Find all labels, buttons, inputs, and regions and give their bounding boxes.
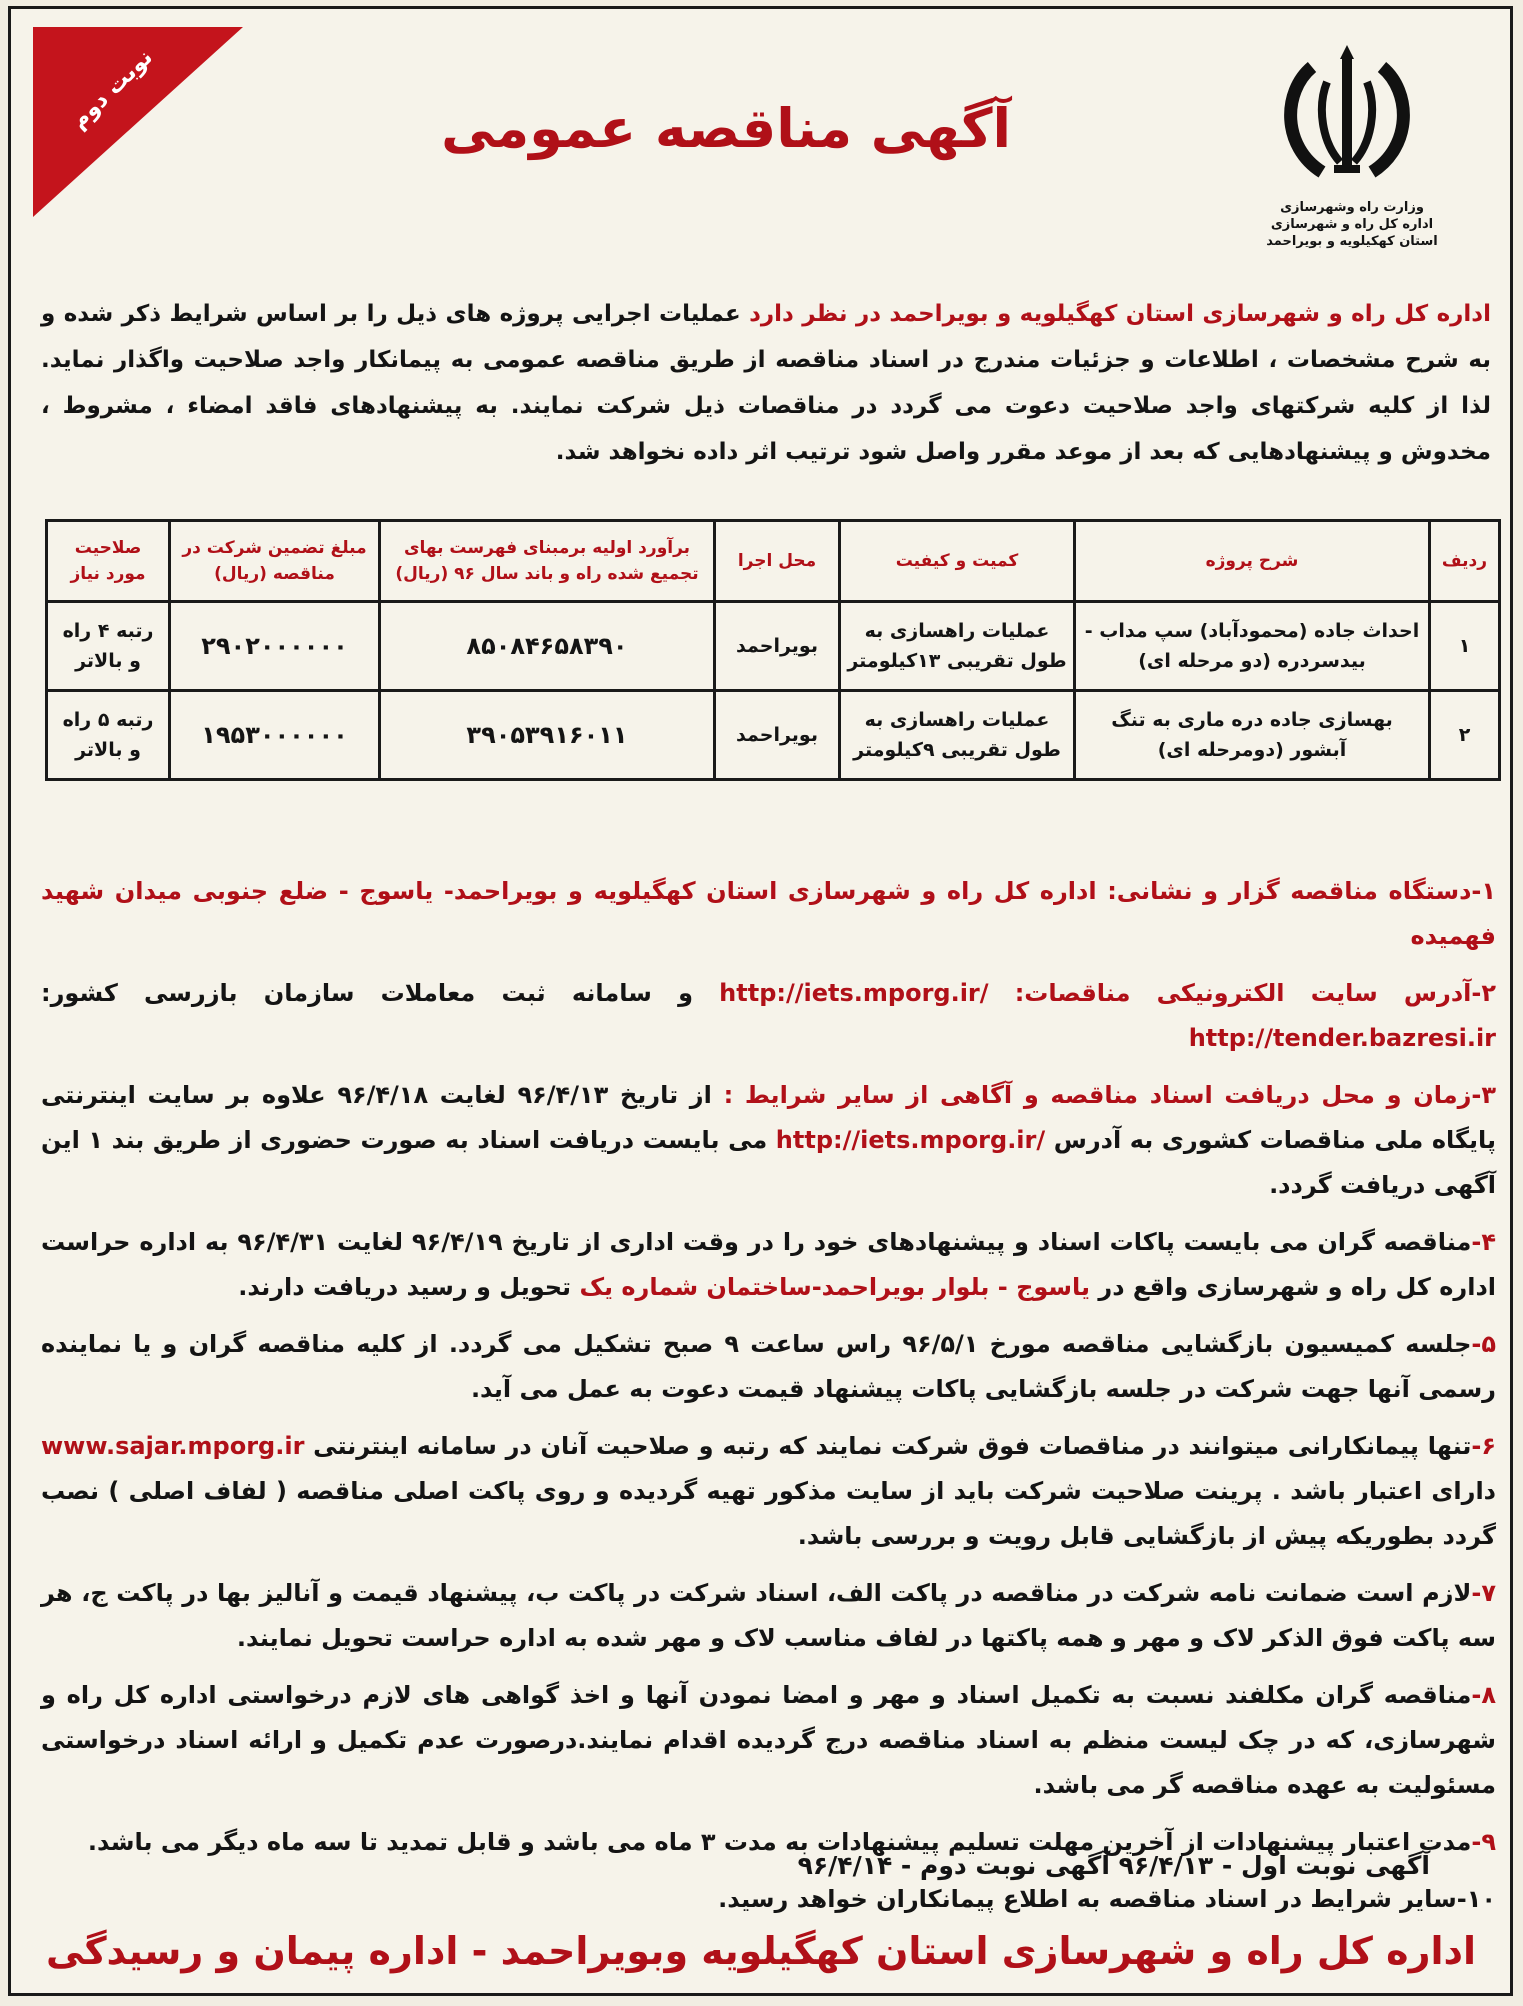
iran-emblem-icon — [1272, 37, 1422, 187]
col-quantity-quality: کمیت و کیفیت — [840, 521, 1075, 602]
ministry-line: استان کهکیلویه و بویراحمد — [1266, 234, 1438, 249]
cell-location: بویراحمد — [715, 691, 840, 780]
table-row — [47, 691, 1500, 780]
condition-3 — [41, 1073, 1496, 1208]
iets-link[interactable]: http://iets.mporg.ir/ — [719, 979, 989, 1007]
cell-qualification: رتبه ۴ راه و بالاتر — [47, 602, 170, 691]
condition-2 — [41, 971, 1496, 1061]
ministry-line: اداره کل راه و شهرسازی — [1270, 217, 1434, 232]
condition-5-label: ۵- — [1471, 1330, 1497, 1358]
conditions-list — [41, 869, 1496, 1934]
ministry-caption — [1252, 199, 1452, 250]
notice-sheet — [8, 6, 1513, 1996]
condition-4 — [41, 1220, 1496, 1310]
cell-project-description: احداث جاده (محمودآباد) سپ مداب - بیدسردره (دو مرحله ای) — [1075, 602, 1430, 691]
condition-7-text: لازم است ضمانت نامه شرکت در مناقصه در پاکت الف، اسناد شرکت در پاکت ب، پیشنهاد قیمت و آنالیز بها در پاکت ج، هر سه پاکت فوق الذکر لاک و مهر و همه پاکتها در لفاف مناسب لاک و مهر شده به اداره حراست تحویل نمایند. — [41, 1579, 1496, 1652]
condition-4-text-a: مناقصه گران می بایست پاکات اسناد و پیشنهادهای خود را در وقت اداری از تاریخ ۹۶/۴/۱۹ لغایت ۹۶/۴/۳۱ به اداره حراست اداره کل راه و شهرسازی واقع در — [41, 1228, 1496, 1301]
condition-2-label: ۲-آدرس سایت الکترونیکی مناقصات: — [1014, 979, 1496, 1007]
col-project-description: شرح پروژه — [1075, 521, 1430, 602]
condition-6 — [41, 1424, 1496, 1559]
condition-10 — [41, 1877, 1496, 1922]
condition-3-label: ۳-زمان و محل دریافت اسناد مناقصه و آگاهی از سایر شرایط : — [723, 1081, 1497, 1109]
cell-quantity-quality: عملیات راهسازی به طول تقریبی ۹کیلومتر — [840, 691, 1075, 780]
condition-10-text: ۱۰-سایر شرایط در اسناد مناقصه به اطلاع پیمانکاران خواهد رسید. — [718, 1885, 1496, 1913]
cell-estimate: ۳۹۰۵۳۹۱۶۰۱۱ — [380, 691, 715, 780]
table-header-row — [47, 521, 1500, 602]
condition-6-text-b: دارای اعتبار باشد . پرینت صلاحیت شرکت باید از سایت مذکور تهیه گردیده و روی پاکت اصلی مناقصه ( لفاف اصلی ) نصب گردد بطوریکه پیش از بازگشایی قابل رویت و بررسی باشد. — [41, 1477, 1496, 1550]
condition-6-label: ۶- — [1471, 1432, 1496, 1460]
cell-location: بویراحمد — [715, 602, 840, 691]
sajar-link[interactable]: www.sajar.mporg.ir — [41, 1432, 305, 1460]
col-guarantee: مبلغ تضمین شرکت در مناقصه (ریال) — [170, 521, 380, 602]
intro-text: عملیات اجرایی پروژه های ذیل را بر اساس شرایط ذکر شده و به شرح مشخصات ، اطلاعات و جزئیات مندرج در اسناد مناقصه از طریق مناقصه عمومی به پیمانکار واجد صلاحیت واگذار نماید. لذا از کلیه شرکتهای واجد صلاحیت دعوت می گردد در مناقصات ذیل شرکت نمایند. به پیشنهادهای فاقد امضاء ، مشروط ، مخدوش و پیشنهادهایی که بعد از موعد مقرر واصل شود ترتیب اثر داده نخواهد شد. — [41, 301, 1491, 465]
ministry-line: وزارت راه وشهرسازی — [1280, 200, 1424, 215]
intro-organization: اداره کل راه و شهرسازی استان کهگیلویه و بویراحمد در نظر دارد — [749, 301, 1491, 327]
condition-3-text-a: از تاریخ ۹۶/۴/۱۳ لغایت ۹۶/۴/۱۸ علاوه بر سایت اینترنتی پایگاه ملی مناقصات کشوری به آدرس — [41, 1081, 1497, 1154]
condition-6-text-a: تنها پیمانکارانی میتوانند در مناقصات فوق شرکت نمایند که رتبه و صلاحیت آنان در سامانه اینترنتی — [313, 1432, 1472, 1460]
condition-4-address: یاسوج - بلوار بویراحمد-ساختمان شماره یک — [579, 1273, 1091, 1301]
cell-guarantee: ۲۹۰۲۰۰۰۰۰۰ — [170, 602, 380, 691]
condition-8-label: ۸- — [1471, 1681, 1496, 1709]
condition-9-text: مدت اعتبار پیشنهادات از آخرین مهلت تسلیم پیشنهادات به مدت ۳ ماه می باشد و قابل تمدید تا سه ماه دیگر می باشد. — [87, 1828, 1472, 1856]
notice-title: آگهی مناقصه عمومی — [441, 97, 1011, 160]
col-row-number: ردیف — [1430, 521, 1500, 602]
col-location: محل اجرا — [715, 521, 840, 602]
condition-2-text: و سامانه ثبت معاملات سازمان بازرسی کشور: — [41, 979, 693, 1007]
projects-table — [45, 519, 1501, 781]
col-qualification: صلاحیت مورد نیاز — [47, 521, 170, 602]
condition-1 — [41, 869, 1496, 959]
footer-organization: اداره کل راه و شهرسازی استان کهگیلویه وبویراحمد - اداره پیمان و رسیدگی — [46, 1929, 1476, 1973]
cell-estimate: ۸۵۰۸۴۶۵۸۳۹۰ — [380, 602, 715, 691]
corner-badge-text: نوبت دوم — [66, 44, 158, 135]
condition-7 — [41, 1571, 1496, 1661]
col-estimate: برآورد اولیه برمبنای فهرست بهای تجمیع شده راه و باند سال ۹۶ (ریال) — [380, 521, 715, 602]
cell-project-description: بهسازی جاده دره ماری به تنگ آبشور (دومرحله ای) — [1075, 691, 1430, 780]
condition-5-text: جلسه کمیسیون بازگشایی مناقصه مورخ ۹۶/۵/۱ راس ساعت ۹ صبح تشکیل می گردد. از کلیه مناقصه گران و یا نماینده رسمی آنها جهت شرکت در جلسه بازگشایی پاکات پیشنهاد قیمت دعوت به عمل می آید. — [41, 1330, 1496, 1403]
cell-quantity-quality: عملیات راهسازی به طول تقریبی ۱۳کیلومتر — [840, 602, 1075, 691]
condition-4-label: ۴- — [1471, 1228, 1496, 1256]
condition-3-text-b: می بایست دریافت اسناد به صورت حضوری از طریق بند ۱ این آگهی دریافت گردد. — [41, 1126, 1496, 1199]
iets-link-2[interactable]: http://iets.mporg.ir/ — [775, 1126, 1046, 1154]
condition-4-text-b: تحویل و رسید دریافت دارند. — [238, 1273, 572, 1301]
tender-bazresi-link[interactable]: http://tender.bazresi.ir — [1188, 1024, 1496, 1052]
publication-dates: آگهی نوبت اول - ۹۶/۴/۱۳ آگهی نوبت دوم - ۹۶/۴/۱۴ — [797, 1851, 1430, 1880]
table-row — [47, 602, 1500, 691]
condition-8 — [41, 1673, 1496, 1808]
cell-qualification: رتبه ۵ راه و بالاتر — [47, 691, 170, 780]
cell-guarantee: ۱۹۵۳۰۰۰۰۰۰ — [170, 691, 380, 780]
cell-row-number: ۱ — [1430, 602, 1500, 691]
intro-paragraph — [41, 291, 1491, 475]
cell-row-number: ۲ — [1430, 691, 1500, 780]
condition-7-label: ۷- — [1471, 1579, 1496, 1607]
condition-9-label: ۹- — [1471, 1828, 1496, 1856]
condition-1-text: ۱-دستگاه مناقصه گزار و نشانی: اداره کل راه و شهرسازی استان کهگیلویه و بویراحمد- یاسوج - ضلع جنوبی میدان شهید فهمیده — [41, 877, 1496, 950]
condition-5 — [41, 1322, 1496, 1412]
condition-8-text: مناقصه گران مکلفند نسبت به تکمیل اسناد و مهر و امضا نمودن آنها و اخذ گواهی های لازم درخواستی اداره کل راه و شهرسازی، که در چک لیست منظم به اسناد مناقصه درج گردیده اقدام نمایند.درصورت عدم تکمیل و ارائه اسناد درخواستی مسئولیت به عهده مناقصه گر می باشد. — [41, 1681, 1496, 1799]
